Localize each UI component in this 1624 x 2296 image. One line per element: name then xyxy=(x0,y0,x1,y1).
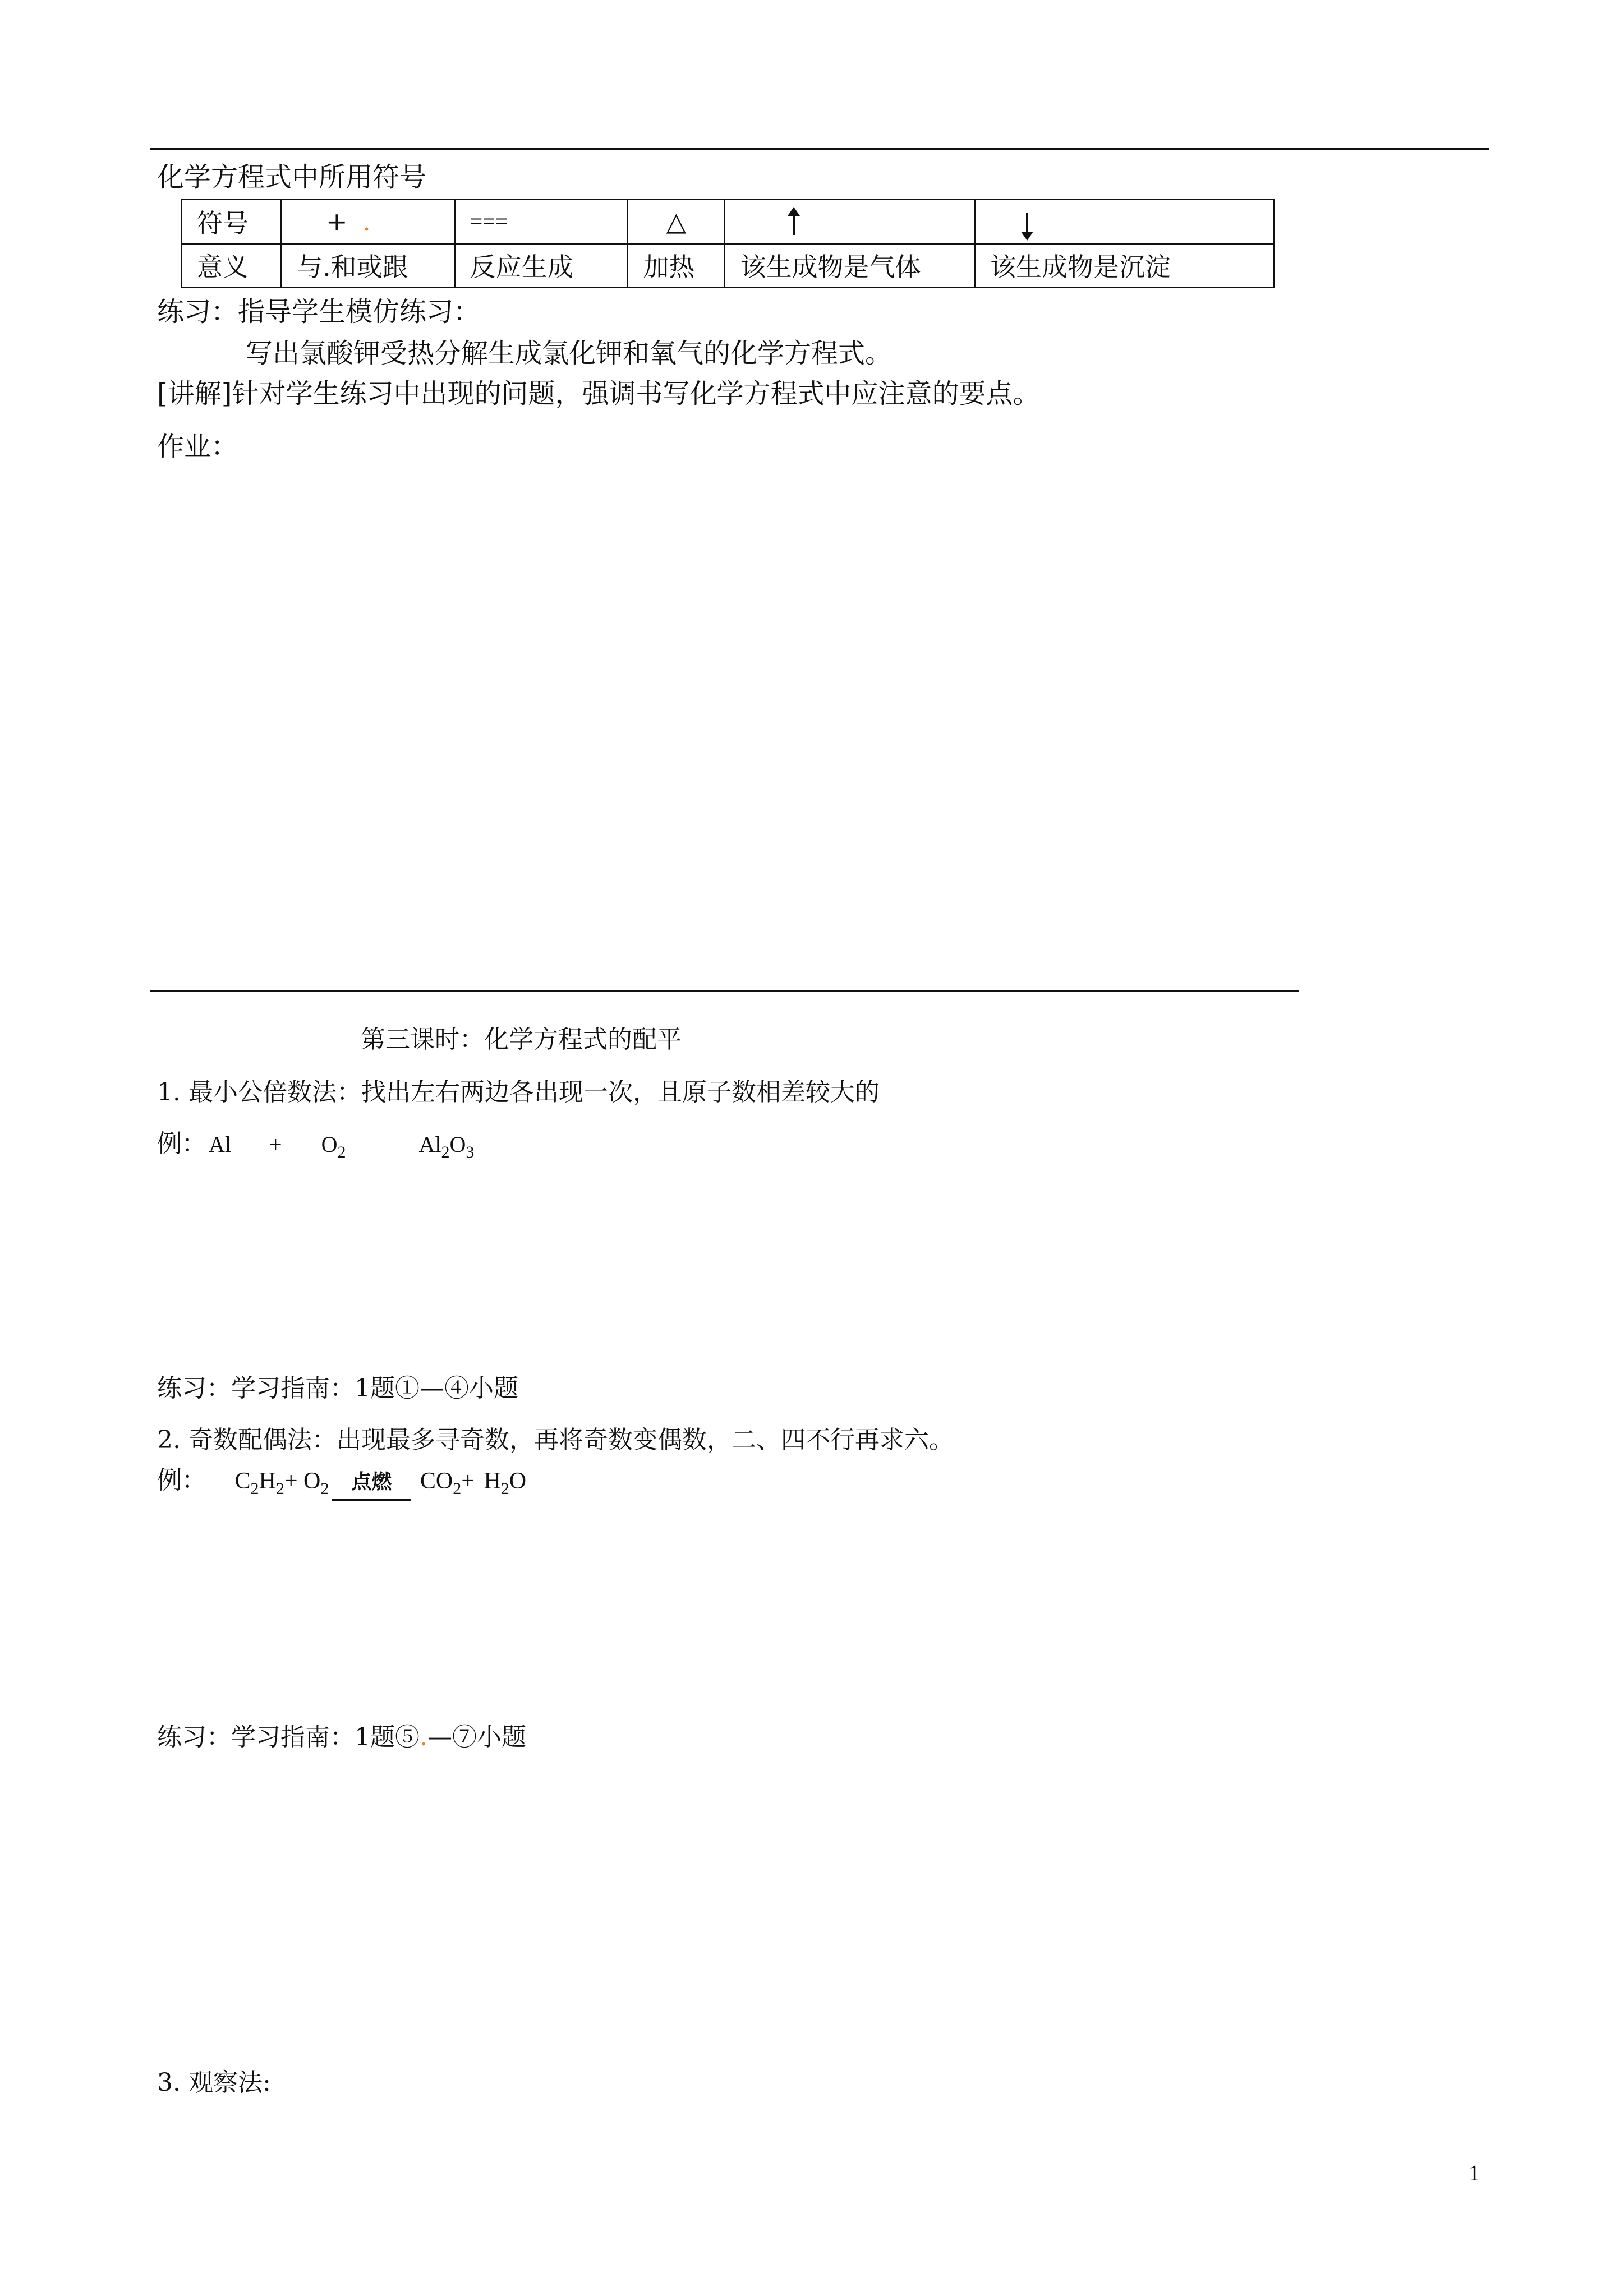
subscript: 2 xyxy=(250,1479,259,1498)
homework-label: 作业： xyxy=(157,431,238,462)
top-rule xyxy=(150,148,1489,150)
practice-intro: 练习：指导学生模仿练习： xyxy=(157,296,481,328)
table-cell: △ xyxy=(628,200,725,244)
down-arrow-icon xyxy=(1026,213,1028,235)
subscript: 2 xyxy=(275,1479,284,1498)
element-o: O xyxy=(303,1468,321,1494)
plus-symbol: + xyxy=(326,206,348,237)
plus-symbol: + xyxy=(284,1468,298,1494)
table-cell xyxy=(974,200,1273,244)
formula-al: Al xyxy=(209,1132,231,1157)
method3-text: 3. 观察法: xyxy=(157,2068,271,2097)
formula-o2 xyxy=(321,1132,346,1161)
plus-symbol: + xyxy=(461,1468,475,1494)
subscript: 2 xyxy=(500,1479,509,1498)
reaction-arrow xyxy=(332,1471,411,1507)
element-h: H xyxy=(259,1468,276,1494)
arrow-line xyxy=(332,1499,411,1501)
subscript: 2 xyxy=(320,1479,329,1498)
element-o: O xyxy=(509,1468,527,1494)
table-row xyxy=(182,243,1274,288)
condition-label: 点燃 xyxy=(351,1470,392,1493)
subscript: 3 xyxy=(466,1143,475,1161)
symbols-title: 化学方程式中所用符号 xyxy=(157,162,427,193)
formula-al2o3 xyxy=(418,1132,475,1161)
table-cell: 反应生成 xyxy=(454,243,628,288)
table-cell: 意义 xyxy=(182,243,282,288)
lesson3-title: 第三课时：化学方程式的配平 xyxy=(361,1025,682,1054)
subscript: 2 xyxy=(441,1143,450,1161)
table-row xyxy=(182,200,1274,244)
practice2-suffix: —⑦小题 xyxy=(427,1723,526,1751)
table-cell: 该生成物是沉淀 xyxy=(974,243,1273,288)
example1-equation xyxy=(157,1129,474,1167)
formula-h2o xyxy=(484,1468,527,1498)
table-cell xyxy=(725,200,975,244)
example-prefix: 例： xyxy=(157,1466,206,1495)
table-cell: 该生成物是气体 xyxy=(725,243,975,288)
method2-text: 2. 奇数配偶法：出现最多寻奇数，再将奇数变偶数，二、四不行再求六。 xyxy=(157,1426,954,1454)
subscript: 2 xyxy=(453,1479,462,1498)
up-arrow-icon xyxy=(793,213,795,235)
formula-c2h2 xyxy=(234,1468,284,1498)
example-prefix: 例： xyxy=(157,1129,206,1158)
subscript: 2 xyxy=(337,1143,346,1161)
symbols-table xyxy=(181,199,1275,288)
table-cell: === xyxy=(454,200,628,244)
orange-dot: . xyxy=(362,206,371,237)
example2-equation xyxy=(157,1463,526,1507)
practice1-text: 练习：学习指南：1题①—④小题 xyxy=(157,1374,518,1403)
table-cell: 加热 xyxy=(628,243,725,288)
element-al: Al xyxy=(418,1132,441,1157)
practice2-prefix: 练习：学习指南：1题⑤ xyxy=(157,1723,420,1751)
table-cell: 与.和或跟 xyxy=(282,243,455,288)
plus-symbol: + xyxy=(269,1132,282,1157)
formula-co2 xyxy=(420,1468,462,1498)
section-rule xyxy=(150,990,1299,992)
element-co: CO xyxy=(420,1468,453,1494)
element-o: O xyxy=(449,1132,466,1157)
formula-o2 xyxy=(303,1468,329,1498)
page-number: 1 xyxy=(1469,2160,1480,2186)
element-o: O xyxy=(321,1132,338,1157)
practice-task: 写出氯酸钾受热分解生成氯化钾和氧气的化学方程式。 xyxy=(246,338,892,369)
element-h: H xyxy=(484,1468,501,1494)
practice2-text xyxy=(157,1722,526,1753)
table-cell: 符号 xyxy=(182,200,282,244)
element-c: C xyxy=(234,1468,251,1494)
lecture-text: [讲解]针对学生练习中出现的问题，强调书写化学方程式中应注意的要点。 xyxy=(157,378,1040,409)
orange-dot: . xyxy=(420,1723,427,1751)
method1-text: 1. 最小公倍数法：找出左右两边各出现一次，且原子数相差较大的 xyxy=(157,1078,880,1106)
table-cell xyxy=(282,200,455,244)
